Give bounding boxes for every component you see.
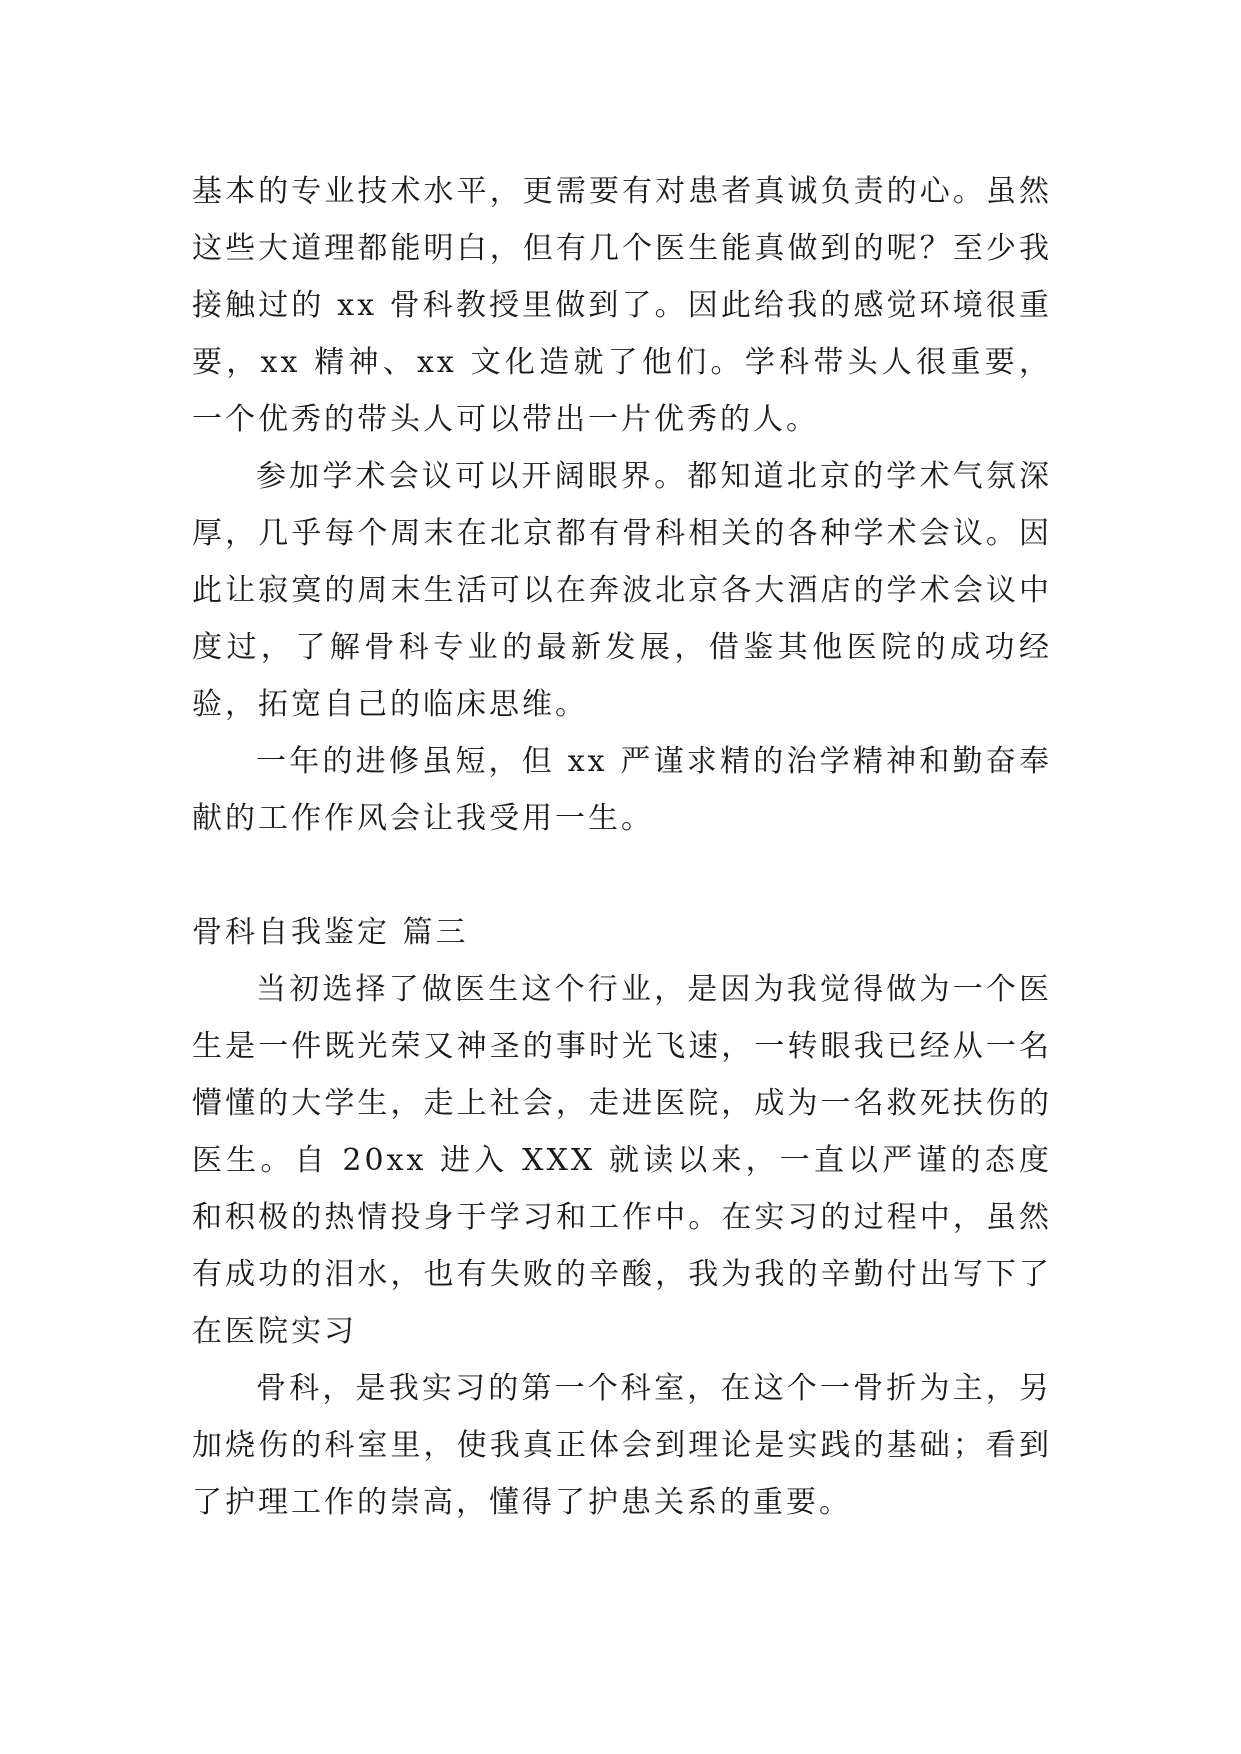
paragraph: 一年的进修虽短，但 xx 严谨求精的治学精神和勤奋奉献的工作作风会让我受用一生。 — [192, 744, 1052, 836]
section-title: 骨科自我鉴定 篇三 — [192, 915, 469, 950]
document-body — [192, 163, 1052, 1531]
paragraph: 骨科，是我实习的第一个科室，在这个一骨折为主，另加烧伤的科室里，使我真正体会到理论是实践的基础；看到了护理工作的崇高，懂得了护患关系的重要。 — [192, 1371, 1052, 1520]
paragraph: 参加学术会议可以开阔眼界。都知道北京的学术气氛深厚，几乎每个周末在北京都有骨科相关的各种学术会议。因此让寂寞的周末生活可以在奔波北京各大酒店的学术会议中度过，了解骨科专业的最新发展，借鉴其他医院的成功经验，拓宽自己的临床思维。 — [192, 459, 1052, 722]
paragraph: 当初选择了做医生这个行业，是因为我觉得做为一个医生是一件既光荣又神圣的事时光飞速，一转眼我已经从一名懵懂的大学生，走上社会，走进医院，成为一名救死扶伤的医生。自 20xx 进入 XXX 就读以来，一直以严谨的态度和积极的热情投身于学习和工作中。在实习的过程中，虽然有成功的泪水，也有失败的辛酸，我为我的辛勤付出写下了在医院实习 — [192, 972, 1052, 1349]
paragraph: 基本的专业技术水平，更需要有对患者真诚负责的心。虽然这些大道理都能明白，但有几个医生能真做到的呢？至少我接触过的 xx 骨科教授里做到了。因此给我的感觉环境很重要，xx 精神、xx 文化造就了他们。学科带头人很重要，一个优秀的带头人可以带出一片优秀的人。 — [192, 174, 1052, 437]
